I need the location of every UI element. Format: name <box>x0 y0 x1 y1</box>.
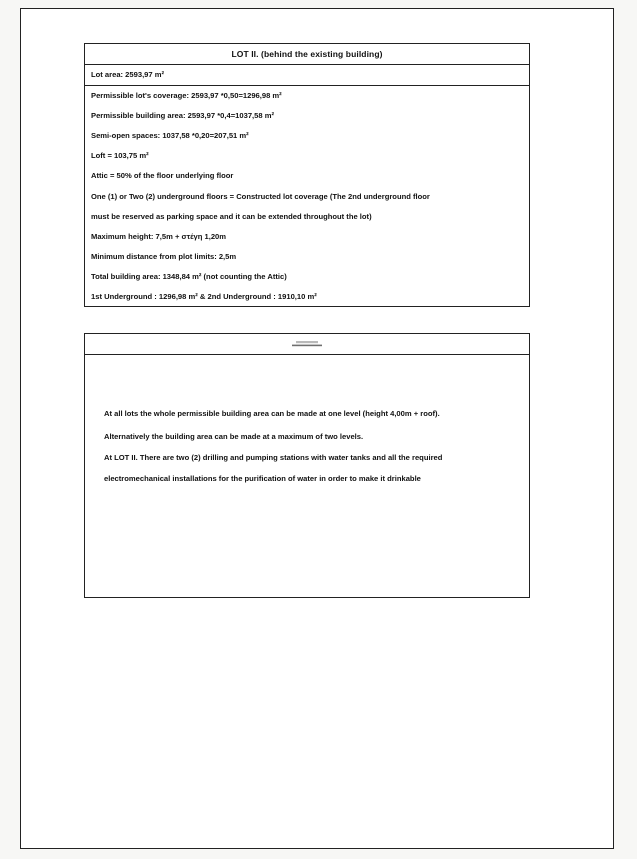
loft-line: Loft = 103,75 m² <box>91 151 149 161</box>
notes-header <box>85 334 529 355</box>
lot-title: LOT II. (behind the existing building) <box>85 44 529 65</box>
notes-paragraph-1: At all lots the whole permissible building area can be made at one level (height 4,00m + roof). <box>104 409 440 418</box>
lot-area-line: Lot area: 2593,97 m² <box>85 65 529 86</box>
notes-box <box>84 333 530 598</box>
notes-paragraph-4: electromechanical installations for the purification of water in order to make it drinkable <box>104 474 421 483</box>
building-area-line: Permissible building area: 2593,97 *0,4=1037,58 m² <box>91 111 274 121</box>
notes-paragraph-3: At LOT II. There are two (2) drilling and pumping stations with water tanks and all the required <box>104 453 443 462</box>
max-height-line: Maximum height: 7,5m + στέγη 1,20m <box>91 231 227 241</box>
underground-line-cont: must be reserved as parking space and it can be extended throughout the lot) <box>91 211 372 221</box>
semi-open-line: Semi-open spaces: 1037,58 *0,20=207,51 m² <box>91 131 249 141</box>
notes-paragraph-2: Alternatively the building area can be made at a maximum of two levels. <box>104 432 364 441</box>
scanned-mark-icon <box>292 341 322 347</box>
attic-line: Attic = 50% of the floor underlying floor <box>91 171 234 181</box>
total-area-line: Total building area: 1348,84 m² (not counting the Attic) <box>91 271 287 281</box>
underground-line: One (1) or Two (2) underground floors = Constructed lot coverage (The 2nd underground floor <box>91 191 430 201</box>
min-distance-line: Minimum distance from plot limits: 2,5m <box>91 251 237 261</box>
underground-areas-line: 1st Underground : 1296,98 m² & 2nd Underground : 1910,10 m² <box>91 292 317 302</box>
lot-details-table <box>84 43 530 307</box>
lot-coverage-line: Permissible lot's coverage: 2593,97 *0,50=1296,98 m² <box>91 91 282 101</box>
